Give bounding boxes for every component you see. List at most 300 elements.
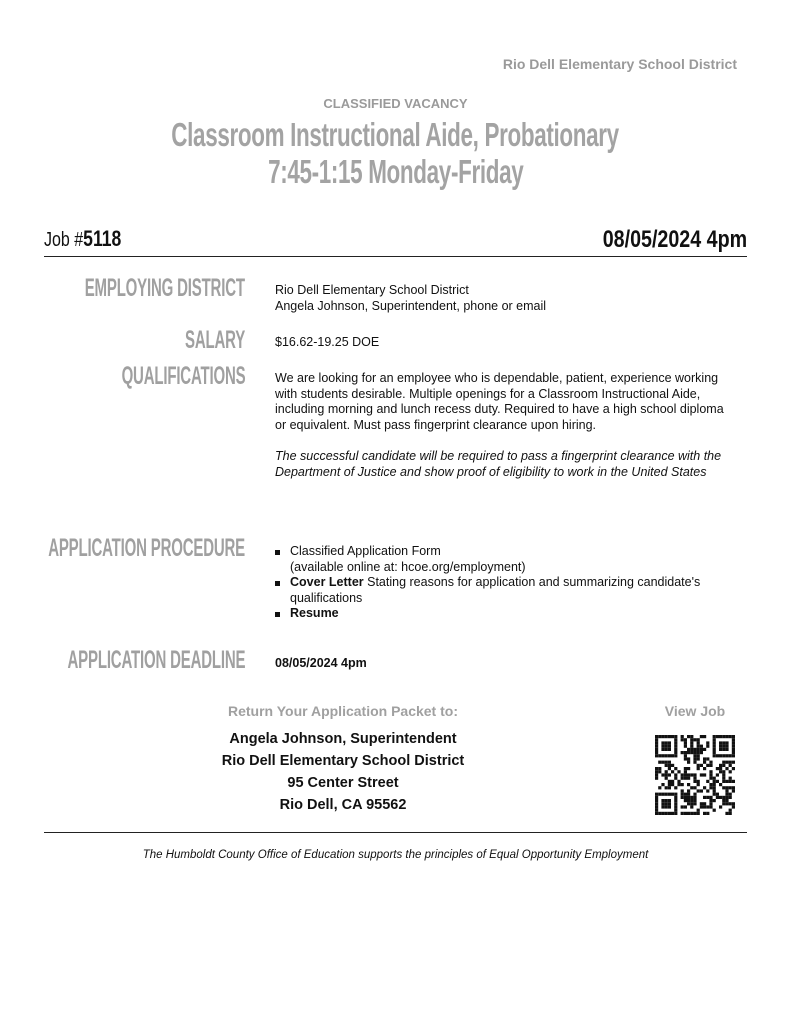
qr-module <box>709 799 712 802</box>
qr-module <box>722 735 725 738</box>
qr-module <box>697 738 700 741</box>
qr-module <box>674 754 677 757</box>
qr-module <box>687 783 690 786</box>
return-street: 95 Center Street <box>287 775 399 791</box>
qr-module <box>690 748 693 751</box>
label-salary: SALARY <box>184 326 245 354</box>
job-title: Classroom Instructional Aide, Probationary <box>171 116 620 153</box>
qr-module <box>700 748 703 751</box>
qr-module <box>713 741 716 744</box>
qr-module <box>703 773 706 776</box>
qr-module <box>671 783 674 786</box>
qr-module <box>655 777 658 780</box>
qr-module <box>732 745 735 748</box>
qr-module <box>716 735 719 738</box>
qr-module <box>681 773 684 776</box>
qr-module <box>719 754 722 757</box>
qr-module <box>661 783 664 786</box>
qr-module <box>684 805 687 808</box>
qr-module <box>687 735 690 738</box>
qr-module <box>713 738 716 741</box>
qr-module <box>687 761 690 764</box>
qr-module <box>693 777 696 780</box>
qr-module <box>732 754 735 757</box>
return-name: Angela Johnson, Superintendent <box>229 731 457 747</box>
qr-module <box>713 735 716 738</box>
qr-module <box>668 767 671 770</box>
qr-module <box>697 751 700 754</box>
qr-module <box>693 812 696 815</box>
qr-module <box>655 793 658 796</box>
qr-module <box>713 777 716 780</box>
qr-module <box>674 812 677 815</box>
qr-module <box>729 735 732 738</box>
qr-module <box>684 770 687 773</box>
qr-module <box>668 764 671 767</box>
qr-module <box>719 783 722 786</box>
qr-module <box>716 793 719 796</box>
qr-module <box>690 802 693 805</box>
qr-module <box>722 741 725 744</box>
qr-module <box>665 741 668 744</box>
qr-module <box>674 777 677 780</box>
qr-module <box>725 786 728 789</box>
qr-module <box>687 812 690 815</box>
qr-module <box>697 809 700 812</box>
qr-module <box>681 793 684 796</box>
qr-module <box>725 799 728 802</box>
qr-module <box>716 767 719 770</box>
qr-module <box>681 812 684 815</box>
qr-module <box>655 770 658 773</box>
qr-module <box>713 786 716 789</box>
qr-module <box>725 748 728 751</box>
qr-module <box>725 735 728 738</box>
qr-module <box>655 751 658 754</box>
qr-module <box>661 745 664 748</box>
qr-module <box>729 812 732 815</box>
qr-module <box>725 761 728 764</box>
qr-module <box>655 745 658 748</box>
qr-module <box>684 793 687 796</box>
qr-module <box>693 802 696 805</box>
qr-module <box>703 802 706 805</box>
qr-module <box>713 780 716 783</box>
return-city: Rio Dell, CA 95562 <box>279 797 407 813</box>
qr-module <box>674 786 677 789</box>
qr-module <box>729 761 732 764</box>
qr-module <box>719 735 722 738</box>
qr-module <box>693 786 696 789</box>
qr-module <box>665 773 668 776</box>
qr-module <box>719 796 722 799</box>
qr-module <box>684 741 687 744</box>
label-employing-district: EMPLOYING DISTRICT <box>84 274 245 302</box>
qr-module <box>690 796 693 799</box>
qr-module <box>732 761 735 764</box>
qr-module <box>690 786 693 789</box>
qr-module <box>677 780 680 783</box>
qr-module <box>661 812 664 815</box>
qr-module <box>687 802 690 805</box>
qr-module <box>665 748 668 751</box>
qr-module <box>665 761 668 764</box>
qr-module <box>722 773 725 776</box>
qr-module <box>674 751 677 754</box>
qr-module <box>703 767 706 770</box>
qr-module <box>674 735 677 738</box>
qr-module <box>671 764 674 767</box>
qr-module <box>725 754 728 757</box>
district-contact: Angela Johnson, Superintendent, phone or email <box>275 298 547 313</box>
qr-module <box>722 802 725 805</box>
qr-module <box>661 748 664 751</box>
qr-module <box>709 761 712 764</box>
qr-module <box>655 796 658 799</box>
qr-module <box>729 754 732 757</box>
qr-module <box>684 773 687 776</box>
qr-module <box>665 777 668 780</box>
qr-module <box>674 738 677 741</box>
qr-module <box>668 812 671 815</box>
qr-module <box>668 793 671 796</box>
qr-module <box>709 770 712 773</box>
qr-module <box>697 745 700 748</box>
qr-module <box>729 809 732 812</box>
qr-module <box>697 748 700 751</box>
job-date: 08/05/2024 4pm <box>602 226 747 253</box>
qr-module <box>655 799 658 802</box>
qr-module <box>681 805 684 808</box>
qr-module <box>716 773 719 776</box>
qr-module <box>655 767 658 770</box>
qr-module <box>674 799 677 802</box>
qr-module <box>722 780 725 783</box>
qr-module <box>674 805 677 808</box>
qr-module <box>709 802 712 805</box>
qr-module <box>719 764 722 767</box>
return-address <box>200 728 486 816</box>
qr-module <box>681 789 684 792</box>
qr-module <box>671 780 674 783</box>
qr-module <box>665 805 668 808</box>
qr-module <box>713 754 716 757</box>
qr-module <box>661 735 664 738</box>
qr-module <box>671 812 674 815</box>
label-qualifications: QUALIFICATIONS <box>121 362 245 390</box>
view-job-label[interactable]: View Job <box>664 703 726 719</box>
qr-module <box>732 741 735 744</box>
qr-module <box>661 773 664 776</box>
qr-module <box>658 735 661 738</box>
qr-module <box>732 789 735 792</box>
return-org: Rio Dell Elementary School District <box>221 753 465 769</box>
qr-module <box>732 780 735 783</box>
qr-module <box>693 793 696 796</box>
vacancy-category: CLASSIFIED VACANCY <box>323 96 468 111</box>
qr-module <box>697 764 700 767</box>
qr-module <box>722 761 725 764</box>
qr-module <box>658 761 661 764</box>
qr-module <box>693 751 696 754</box>
qr-module <box>703 735 706 738</box>
qr-module <box>665 745 668 748</box>
qr-module <box>665 764 668 767</box>
qr-module <box>668 773 671 776</box>
qr-module <box>697 754 700 757</box>
qr-module <box>700 735 703 738</box>
qr-module <box>700 802 703 805</box>
qr-module <box>671 735 674 738</box>
qr-module <box>681 796 684 799</box>
qr-module <box>697 789 700 792</box>
qr-module <box>725 741 728 744</box>
qr-module <box>719 767 722 770</box>
qr-module <box>661 754 664 757</box>
label-application-deadline: APPLICATION DEADLINE <box>67 646 245 674</box>
qr-module <box>706 741 709 744</box>
qr-module <box>687 767 690 770</box>
qr-module <box>713 809 716 812</box>
qr-module <box>661 799 664 802</box>
qr-module <box>709 777 712 780</box>
qr-module <box>658 786 661 789</box>
qr-module <box>713 789 716 792</box>
qr-module <box>700 789 703 792</box>
qr-module <box>703 812 706 815</box>
qr-module <box>655 754 658 757</box>
qr-module <box>700 764 703 767</box>
qr-module <box>687 748 690 751</box>
qr-module <box>725 796 728 799</box>
procedure-item: Classified Application Form (available online at: hcoe.org/employment) <box>275 544 735 575</box>
qr-module <box>674 773 677 776</box>
qr-module <box>729 777 732 780</box>
qr-module <box>690 799 693 802</box>
qr-module <box>671 793 674 796</box>
qr-module <box>725 780 728 783</box>
employing-district-content <box>275 283 735 314</box>
qr-module <box>665 786 668 789</box>
qr-module <box>713 783 716 786</box>
qr-module <box>722 748 725 751</box>
qr-module <box>700 805 703 808</box>
qr-module <box>687 793 690 796</box>
qr-module <box>674 796 677 799</box>
footer-divider <box>44 832 747 833</box>
qr-module <box>732 802 735 805</box>
qr-module <box>725 812 728 815</box>
qr-module <box>674 767 677 770</box>
qr-module <box>655 812 658 815</box>
qr-module <box>687 757 690 760</box>
qr-module <box>668 783 671 786</box>
qr-module <box>655 802 658 805</box>
qr-module <box>655 773 658 776</box>
qr-module <box>655 735 658 738</box>
qr-module <box>668 799 671 802</box>
qr-module <box>655 809 658 812</box>
qr-module <box>674 745 677 748</box>
qr-module <box>729 764 732 767</box>
qr-module <box>690 745 693 748</box>
qr-module <box>719 741 722 744</box>
qr-module <box>661 741 664 744</box>
qr-module <box>655 741 658 744</box>
job-schedule: 7:45-1:15 Monday-Friday <box>267 153 524 190</box>
qr-module <box>690 805 693 808</box>
qr-module <box>725 793 728 796</box>
qr-module <box>716 796 719 799</box>
qr-module <box>732 748 735 751</box>
qr-module <box>706 745 709 748</box>
qr-module <box>668 735 671 738</box>
qr-module <box>709 783 712 786</box>
qr-module <box>709 773 712 776</box>
qr-module <box>668 786 671 789</box>
qr-module <box>725 802 728 805</box>
qr-module <box>697 812 700 815</box>
qr-module <box>661 793 664 796</box>
qr-module <box>706 757 709 760</box>
qr-module <box>684 738 687 741</box>
qr-module <box>732 738 735 741</box>
qr-module <box>671 770 674 773</box>
qr-module <box>668 761 671 764</box>
qr-module <box>684 777 687 780</box>
qr-module <box>684 796 687 799</box>
qr-module <box>674 793 677 796</box>
qr-module <box>687 789 690 792</box>
qr-module <box>668 754 671 757</box>
qr-module <box>719 748 722 751</box>
qr-module <box>722 799 725 802</box>
qr-module <box>722 786 725 789</box>
qr-module <box>690 735 693 738</box>
qr-module <box>693 780 696 783</box>
qr-module <box>674 809 677 812</box>
qr-module <box>665 735 668 738</box>
qr-module <box>729 802 732 805</box>
qr-module <box>687 796 690 799</box>
qr-module <box>661 802 664 805</box>
qr-module <box>703 805 706 808</box>
qr-module <box>700 773 703 776</box>
qr-module <box>725 767 728 770</box>
qr-module <box>709 796 712 799</box>
qr-module <box>668 748 671 751</box>
qr-module <box>658 767 661 770</box>
qr-module <box>706 812 709 815</box>
qr-module <box>674 741 677 744</box>
salary-value: $16.62-19.25 DOE <box>275 335 380 349</box>
qr-module <box>716 780 719 783</box>
qr-module <box>732 735 735 738</box>
qr-module <box>693 757 696 760</box>
qr-module <box>722 764 725 767</box>
qr-module <box>693 773 696 776</box>
qr-module <box>703 796 706 799</box>
qr-module <box>693 796 696 799</box>
job-line <box>44 226 747 257</box>
qr-module <box>665 812 668 815</box>
label-application-procedure: APPLICATION PROCEDURE <box>48 534 245 562</box>
qr-module <box>729 780 732 783</box>
qualifications-note: The successful candidate will be required to pass a fingerprint clearance with the Department of Justice and show proof of eligibility to work in the United States <box>275 449 722 479</box>
qr-module <box>722 796 725 799</box>
qr-module <box>693 748 696 751</box>
qr-module <box>700 745 703 748</box>
qr-module <box>658 770 661 773</box>
qr-module <box>697 741 700 744</box>
qr-module <box>729 770 732 773</box>
qr-module <box>693 738 696 741</box>
qr-module <box>658 793 661 796</box>
qr-module <box>713 793 716 796</box>
qr-module <box>693 799 696 802</box>
qr-module <box>661 805 664 808</box>
deadline-value: 08/05/2024 4pm <box>275 656 367 670</box>
qr-module <box>709 805 712 808</box>
qr-module <box>687 773 690 776</box>
qr-module <box>677 783 680 786</box>
qr-code-icon[interactable] <box>655 735 735 815</box>
qr-module <box>732 786 735 789</box>
qr-module <box>703 786 706 789</box>
qr-module <box>703 761 706 764</box>
qualifications-text: We are looking for an employee who is dependable, patient, experience working with students desirable. Multiple openings for a Classroom Instructional Aide, including morning and lunch recess duty. Required to have a high school diploma or equivalent. Must pass fingerprint clearance upon hiring. <box>275 371 724 432</box>
qr-module <box>729 796 732 799</box>
procedure-item: Resume <box>275 606 735 622</box>
qr-module <box>684 767 687 770</box>
qr-module <box>700 751 703 754</box>
qr-module <box>732 751 735 754</box>
return-heading: Return Your Application Packet to: <box>228 703 458 719</box>
qr-module <box>681 751 684 754</box>
qr-module <box>690 773 693 776</box>
qr-module <box>713 748 716 751</box>
qr-module <box>703 757 706 760</box>
qr-module <box>674 748 677 751</box>
qr-module <box>713 745 716 748</box>
qualifications-content <box>275 371 735 496</box>
qr-module <box>729 786 732 789</box>
qr-module <box>690 741 693 744</box>
qr-module <box>681 783 684 786</box>
qr-module <box>722 770 725 773</box>
qr-module <box>697 783 700 786</box>
qr-module <box>684 799 687 802</box>
qr-module <box>697 757 700 760</box>
qr-module <box>665 799 668 802</box>
qr-module <box>706 780 709 783</box>
qr-module <box>725 789 728 792</box>
qr-module <box>684 751 687 754</box>
qr-module <box>725 745 728 748</box>
qr-module <box>697 767 700 770</box>
qr-module <box>684 812 687 815</box>
qr-module <box>687 777 690 780</box>
qr-module <box>716 754 719 757</box>
qr-module <box>697 780 700 783</box>
header-district: Rio Dell Elementary School District <box>502 56 737 72</box>
qr-module <box>665 793 668 796</box>
footer-eoe: The Humboldt County Office of Education supports the principles of Equal Opportunity Employment <box>142 849 649 861</box>
qr-module <box>729 793 732 796</box>
qr-module <box>668 802 671 805</box>
qr-module <box>693 761 696 764</box>
qr-module <box>684 745 687 748</box>
